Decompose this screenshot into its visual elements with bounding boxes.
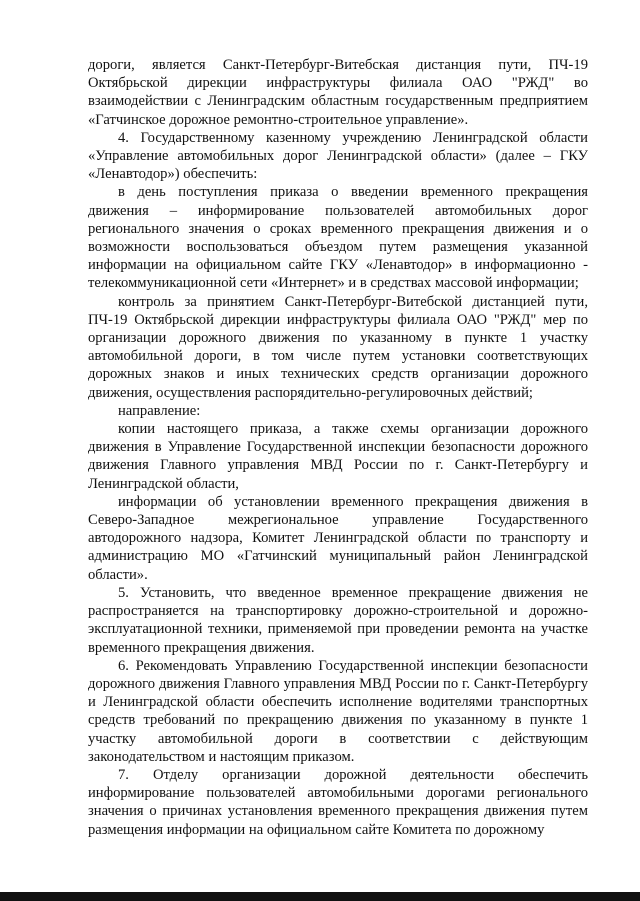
paragraph-control: контроль за принятием Санкт-Петербург-Витебской дистанцией пути, ПЧ-19 Октябрьской дирекции инфраструктуры филиала ОАО "РЖД" мер по организации дорожного движения по указанному в пункте 1 участку автомобильной дороги, в том числе путем установки соответствующих дорожных знаков и иных технических средств организации дорожного движения, осуществления распорядительно-регулировочных действий; (88, 293, 588, 401)
document-page (88, 56, 588, 839)
paragraph-item-4: 4. Государственному казенному учреждению Ленинградской области «Управление автомобильных дорог Ленинградской области» (далее – ГКУ «Ленавтодор») обеспечить: (88, 129, 588, 183)
paragraph-continuation: дороги, является Санкт-Петербург-Витебская дистанция пути, ПЧ-19 Октябрьской дирекции инфраструктуры филиала ОАО "РЖД" во взаимодействии с Ленинградским областным государственным предприятием «Гатчинское дорожное ремонтно-строительное управление». (88, 57, 588, 128)
paragraph-item-5: 5. Установить, что введенное временное прекращение движения не распространяется на транспортировку дорожно-строительной и дорожно-эксплуатационной техники, применяемой при проведении ремонта на участке временного прекращения движения. (88, 584, 588, 656)
paragraph-copies: копии настоящего приказа, а также схемы организации дорожного движения в Управление Государственной инспекции безопасности дорожного движения Главного управления МВД России по г. Санкт-Петербургу и Ленинградской области, (88, 421, 588, 492)
scan-bottom-edge (0, 892, 640, 901)
paragraph-item-7: 7. Отделу организации дорожной деятельности обеспечить информирование пользователей автомобильными дорогами регионального значения о причинах установления временного прекращения движения путем размещения информации на официальном сайте Комитета по дорожному (88, 766, 588, 838)
paragraph-direction: направление: (118, 402, 201, 419)
paragraph-information: информации об установлении временного прекращения движения в Северо-Западное межрегиональное управление Государственного автодорожного надзора, Комитет Ленинградской области по транспорту и администрацию МО «Гатчинский муниципальный район Ленинградской области». (88, 493, 588, 583)
paragraph-item-6: 6. Рекомендовать Управлению Государственной инспекции безопасности дорожного движения Главного управления МВД России по г. Санкт-Петербургу и Ленинградской области обеспечить исполнение водителями транспортных средств требований по прекращению движения по указанному в пункте 1 участку автомобильной дороги в соответствии с действующим законодательством и настоящим приказом. (88, 657, 588, 765)
paragraph-informing: в день поступления приказа о введении временного прекращения движения – информирование пользователей автомобильных дорог регионального значения о сроках временного прекращения движения и о возможности воспользоваться объездом путем размещения указанной информации на официальном сайте ГКУ «Ленавтодор» в информационно - телекоммуникационной сети «Интернет» и в средствах массовой информации; (88, 184, 588, 292)
